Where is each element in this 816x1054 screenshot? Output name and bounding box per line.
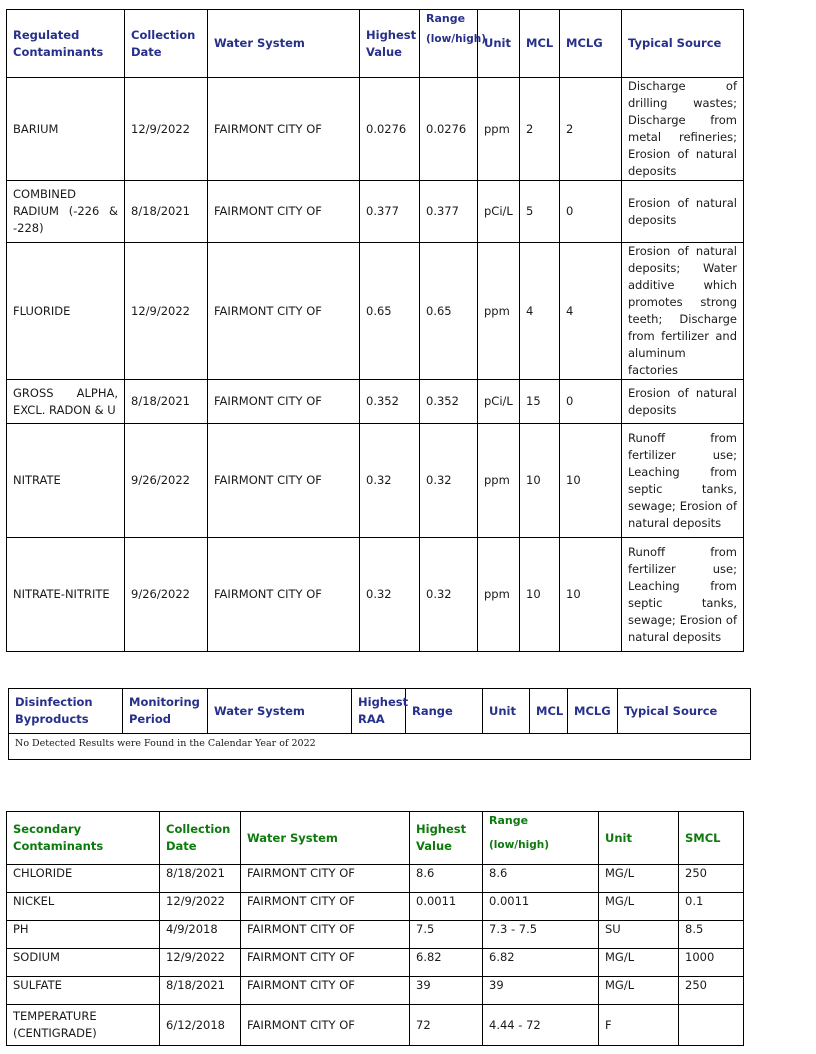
- header-highest-raa: Highest RAA: [352, 689, 406, 734]
- cell-highest: 72: [410, 1005, 483, 1046]
- cell-smcl: 1000: [679, 949, 744, 977]
- cell-mcl: 10: [520, 538, 560, 652]
- cell-highest: 39: [410, 977, 483, 1005]
- cell-unit: MG/L: [599, 949, 679, 977]
- secondary-contaminants-table: [6, 811, 744, 1046]
- cell-date: 12/9/2022: [125, 243, 208, 380]
- header-highest-value: Highest Value: [410, 812, 483, 865]
- cell-unit: ppm: [478, 78, 520, 181]
- cell-mclg: 4: [560, 243, 622, 380]
- header-unit: Unit: [483, 689, 530, 734]
- cell-range: 0.32: [420, 424, 478, 538]
- cell-highest: 0.0011: [410, 893, 483, 921]
- cell-name: TEMPERATURE (CENTIGRADE): [7, 1005, 160, 1046]
- cell-date: 4/9/2018: [160, 921, 241, 949]
- header-water-system: Water System: [241, 812, 410, 865]
- cell-system: FAIRMONT CITY OF: [241, 893, 410, 921]
- regulated-contaminants-table: [6, 9, 744, 652]
- cell-name: COMBINED RADIUM (-226 & -228): [7, 181, 125, 243]
- cell-source: Erosion of natural deposits: [622, 181, 744, 243]
- table-row: [7, 538, 744, 652]
- header-range-label: Range: [489, 814, 529, 827]
- cell-date: 12/9/2022: [160, 949, 241, 977]
- cell-smcl: 250: [679, 977, 744, 1005]
- cell-system: FAIRMONT CITY OF: [241, 865, 410, 893]
- cell-date: 8/18/2021: [160, 865, 241, 893]
- header-water-system: Water System: [208, 10, 360, 78]
- header-smcl: SMCL: [679, 812, 744, 865]
- cell-system: FAIRMONT CITY OF: [241, 921, 410, 949]
- cell-mclg: 0: [560, 181, 622, 243]
- header-contaminants: Secondary Contaminants: [7, 812, 160, 865]
- no-results-note: No Detected Results were Found in the Calendar Year of 2022: [9, 734, 751, 760]
- header-range: Range: [406, 689, 483, 734]
- secondary-rows: [7, 865, 744, 1046]
- header-range: [420, 10, 487, 78]
- regulated-header-row: [7, 10, 744, 78]
- table-row: [7, 380, 744, 424]
- cell-system: FAIRMONT CITY OF: [241, 949, 410, 977]
- table-row: [7, 893, 744, 921]
- cell-system: FAIRMONT CITY OF: [208, 243, 360, 380]
- cell-name: SODIUM: [7, 949, 160, 977]
- cell-range: 8.6: [483, 865, 599, 893]
- cell-mclg: 2: [560, 78, 622, 181]
- cell-range: 0.377: [420, 181, 478, 243]
- cell-unit: SU: [599, 921, 679, 949]
- cell-name: GROSS ALPHA, EXCL. RADON & U: [7, 380, 125, 424]
- cell-name: FLUORIDE: [7, 243, 125, 380]
- header-range-label: Range: [426, 12, 466, 25]
- header-collection-date: Collection Date: [125, 10, 208, 78]
- cell-range: 0.65: [420, 243, 478, 380]
- cell-unit: F: [599, 1005, 679, 1046]
- cell-highest: 6.82: [410, 949, 483, 977]
- cell-system: FAIRMONT CITY OF: [208, 538, 360, 652]
- cell-date: 12/9/2022: [160, 893, 241, 921]
- table-row: [7, 181, 744, 243]
- no-results-row: [9, 734, 751, 760]
- cell-date: 8/18/2021: [160, 977, 241, 1005]
- table-row: [7, 78, 744, 181]
- cell-system: FAIRMONT CITY OF: [241, 977, 410, 1005]
- cell-highest: 7.5: [410, 921, 483, 949]
- header-mcl: MCL: [530, 689, 568, 734]
- table-row: [7, 424, 744, 538]
- cell-smcl: [679, 1005, 744, 1046]
- cell-system: FAIRMONT CITY OF: [208, 78, 360, 181]
- header-highest-value: Highest Value: [360, 10, 420, 78]
- cell-name: NITRATE: [7, 424, 125, 538]
- cell-range: 0.352: [420, 380, 478, 424]
- cell-smcl: 8.5: [679, 921, 744, 949]
- header-mclg: MCLG: [568, 689, 618, 734]
- cell-highest: 0.65: [360, 243, 420, 380]
- table-row: [7, 243, 744, 380]
- cell-range: 0.0011: [483, 893, 599, 921]
- table-row: [7, 1005, 744, 1046]
- cell-mcl: 4: [520, 243, 560, 380]
- cell-highest: 0.0276: [360, 78, 420, 181]
- cell-mclg: 10: [560, 424, 622, 538]
- header-collection-date: Collection Date: [160, 812, 241, 865]
- cell-mclg: 10: [560, 538, 622, 652]
- cell-source: Runoff from fertilizer use; Leaching from septic tanks, sewage; Erosion of natural deposits: [622, 424, 744, 538]
- cell-range: 39: [483, 977, 599, 1005]
- cell-name: PH: [7, 921, 160, 949]
- cell-range: 6.82: [483, 949, 599, 977]
- cell-date: 9/26/2022: [125, 424, 208, 538]
- header-typical-source: Typical Source: [618, 689, 751, 734]
- header-byproducts: Disinfection Byproducts: [9, 689, 123, 734]
- cell-smcl: 0.1: [679, 893, 744, 921]
- cell-source: Runoff from fertilizer use; Leaching from septic tanks, sewage; Erosion of natural deposits: [622, 538, 744, 652]
- cell-highest: 0.377: [360, 181, 420, 243]
- cell-highest: 0.32: [360, 538, 420, 652]
- secondary-header-row: [7, 812, 744, 865]
- cell-unit: pCi/L: [478, 380, 520, 424]
- cell-mclg: 0: [560, 380, 622, 424]
- cell-source: Erosion of natural deposits; Water additive which promotes strong teeth; Discharge from fertilizer and aluminum factories: [622, 243, 744, 380]
- cell-system: FAIRMONT CITY OF: [208, 424, 360, 538]
- cell-unit: MG/L: [599, 865, 679, 893]
- cell-unit: ppm: [478, 424, 520, 538]
- header-range-sub: (low/high): [489, 839, 550, 851]
- header-water-system: Water System: [208, 689, 352, 734]
- cell-range: 7.3 - 7.5: [483, 921, 599, 949]
- header-contaminants: Regulated Contaminants: [7, 10, 125, 78]
- disinfection-header-row: [9, 689, 751, 734]
- cell-unit: MG/L: [599, 893, 679, 921]
- header-mclg: MCLG: [560, 10, 622, 78]
- cell-name: NICKEL: [7, 893, 160, 921]
- header-monitoring-period: Monitoring Period: [123, 689, 208, 734]
- disinfection-byproducts-table: [8, 688, 751, 760]
- cell-date: 9/26/2022: [125, 538, 208, 652]
- header-unit: Unit: [478, 10, 520, 78]
- cell-mcl: 15: [520, 380, 560, 424]
- cell-system: FAIRMONT CITY OF: [241, 1005, 410, 1046]
- cell-unit: ppm: [478, 538, 520, 652]
- regulated-rows: [7, 78, 744, 652]
- table-row: [7, 865, 744, 893]
- cell-mcl: 2: [520, 78, 560, 181]
- cell-range: 0.0276: [420, 78, 478, 181]
- cell-date: 12/9/2022: [125, 78, 208, 181]
- header-range: [483, 812, 599, 865]
- cell-highest: 0.352: [360, 380, 420, 424]
- header-unit: Unit: [599, 812, 679, 865]
- header-mcl: MCL: [520, 10, 560, 78]
- cell-smcl: 250: [679, 865, 744, 893]
- cell-name: BARIUM: [7, 78, 125, 181]
- cell-mcl: 5: [520, 181, 560, 243]
- cell-range: 4.44 - 72: [483, 1005, 599, 1046]
- cell-source: Erosion of natural deposits: [622, 380, 744, 424]
- cell-system: FAIRMONT CITY OF: [208, 181, 360, 243]
- cell-name: NITRATE-NITRITE: [7, 538, 125, 652]
- cell-unit: MG/L: [599, 977, 679, 1005]
- cell-unit: ppm: [478, 243, 520, 380]
- cell-date: 6/12/2018: [160, 1005, 241, 1046]
- cell-highest: 8.6: [410, 865, 483, 893]
- table-row: [7, 921, 744, 949]
- cell-system: FAIRMONT CITY OF: [208, 380, 360, 424]
- header-range-sub: (low/high): [426, 33, 487, 45]
- header-typical-source: Typical Source: [622, 10, 744, 78]
- cell-highest: 0.32: [360, 424, 420, 538]
- cell-name: SULFATE: [7, 977, 160, 1005]
- table-row: [7, 949, 744, 977]
- cell-range: 0.32: [420, 538, 478, 652]
- cell-unit: pCi/L: [478, 181, 520, 243]
- cell-name: CHLORIDE: [7, 865, 160, 893]
- table-row: [7, 977, 744, 1005]
- cell-date: 8/18/2021: [125, 181, 208, 243]
- cell-mcl: 10: [520, 424, 560, 538]
- cell-date: 8/18/2021: [125, 380, 208, 424]
- cell-source: Discharge of drilling wastes; Discharge from metal refineries; Erosion of natural deposits: [622, 78, 744, 181]
